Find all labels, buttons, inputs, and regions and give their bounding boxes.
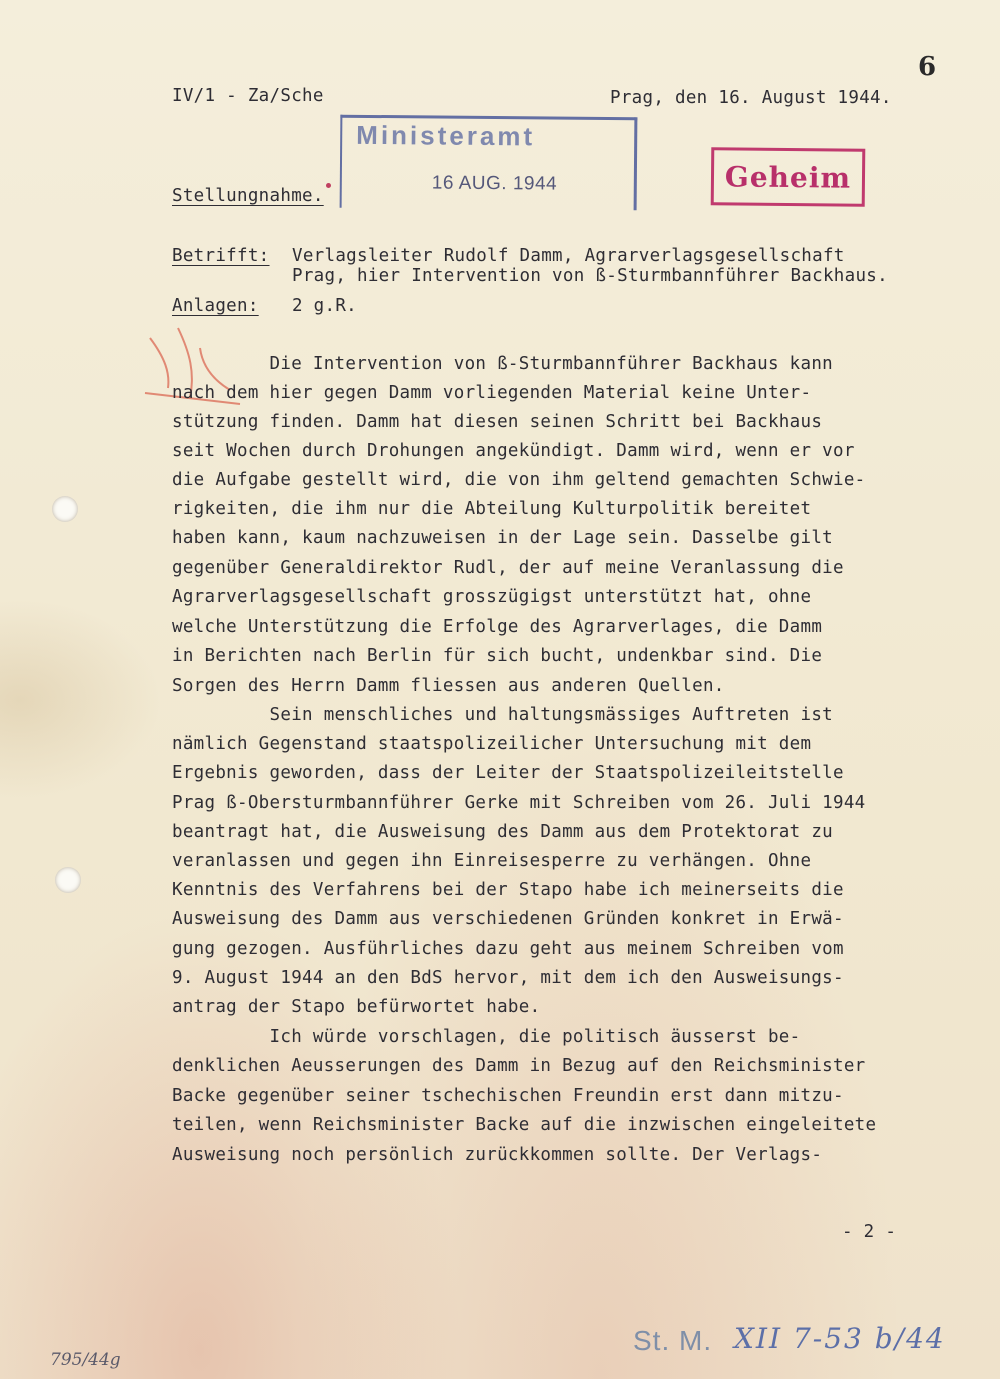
- geheim-stamp-text: Geheim: [724, 159, 852, 195]
- reference-code: IV/1 - Za/Sche: [172, 86, 324, 106]
- body-line: gung gezogen. Ausführliches dazu geht aus meinem Schreiben vom: [172, 939, 844, 959]
- body-line: rigkeiten, die ihm nur die Abteilung Kulturpolitik bereitet: [172, 499, 812, 519]
- betrifft-line: Verlagsleiter Rudolf Damm, Agrarverlagsgesellschaft: [292, 246, 845, 266]
- ministeramt-stamp-date: 16 AUG. 1944: [431, 172, 558, 195]
- body-line: Sein menschliches und haltungsmässiges Auftreten ist: [172, 705, 833, 725]
- body-line: welche Unterstützung die Erfolge des Agrarverlages, die Damm: [172, 617, 823, 637]
- body-line: Agrarverlagsgesellschaft grosszügigst unterstützt hat, ohne: [172, 587, 812, 607]
- body-line: Ausweisung des Damm aus verschiedenen Gründen konkret in Erwä-: [172, 909, 844, 929]
- body-line: Prag ß-Obersturmbannführer Gerke mit Schreiben vom 26. Juli 1944: [172, 793, 866, 813]
- place-date: Prag, den 16. August 1944.: [610, 88, 892, 108]
- punch-hole: [52, 496, 78, 522]
- body-line: in Berichten nach Berlin für sich bucht, undenkbar sind. Die: [172, 646, 823, 666]
- body-line: teilen, wenn Reichsminister Backe auf die inzwischen eingeleitete: [172, 1115, 877, 1135]
- body-line: Die Intervention von ß-Sturmbannführer Backhaus kann: [172, 354, 833, 374]
- betrifft-line: Prag, hier Intervention von ß-Sturmbannführer Backhaus.: [292, 266, 888, 286]
- body-line: nach dem hier gegen Damm vorliegenden Material keine Unter-: [172, 383, 812, 403]
- body-line: 9. August 1944 an den BdS hervor, mit dem ich den Ausweisungs-: [172, 968, 844, 988]
- geheim-stamp: [711, 147, 866, 207]
- archive-stamp: St. M.: [633, 1325, 713, 1356]
- body-line: haben kann, kaum nachzuweisen in der Lage sein. Dasselbe gilt: [172, 528, 833, 548]
- body-line: stützung finden. Damm hat diesen seinen Schritt bei Backhaus: [172, 412, 823, 432]
- red-pencil-dot: [326, 183, 331, 188]
- body-line: die Aufgabe gestellt wird, die von ihm geltend gemachten Schwie-: [172, 470, 866, 490]
- anlagen-value: 2 g.R.: [292, 296, 358, 316]
- body-line: Ausweisung noch persönlich zurückkommen sollte. Der Verlags-: [172, 1145, 823, 1165]
- body-line: Kenntnis des Verfahrens bei der Stapo habe ich meinerseits die: [172, 880, 844, 900]
- page-number: 6: [918, 52, 937, 82]
- body-line: seit Wochen durch Drohungen angekündigt. Damm wird, wenn er vor: [172, 441, 855, 461]
- body-line: antrag der Stapo befürwortet habe.: [172, 997, 541, 1017]
- body-line: denklichen Aeusserungen des Damm in Bezug auf den Reichsminister: [172, 1056, 866, 1076]
- body-line: nämlich Gegenstand staatspolizeilicher Untersuchung mit dem: [172, 734, 812, 754]
- body-line: Sorgen des Herrn Damm fliessen aus anderen Quellen.: [172, 676, 725, 696]
- anlagen-label: Anlagen:: [172, 296, 259, 316]
- corner-handwritten-number: 795/44g: [50, 1350, 121, 1370]
- body-line: veranlassen und gegen ihn Einreisesperre zu verhängen. Ohne: [172, 851, 812, 871]
- document-heading: Stellungnahme.: [172, 186, 324, 206]
- body-line: gegenüber Generaldirektor Rudl, der auf meine Veranlassung die: [172, 558, 844, 578]
- page-continuation: - 2 -: [842, 1222, 897, 1242]
- archive-handwritten-reference: XII 7-53 b/44: [734, 1322, 946, 1355]
- ministeramt-stamp: [340, 115, 638, 211]
- punch-hole: [55, 867, 81, 893]
- ministeramt-stamp-title: Ministeramt: [356, 119, 536, 152]
- betrifft-label: Betrifft:: [172, 246, 270, 266]
- body-line: Backe gegenüber seiner tschechischen Freundin erst dann mitzu-: [172, 1086, 844, 1106]
- body-line: beantragt hat, die Ausweisung des Damm aus dem Protektorat zu: [172, 822, 833, 842]
- body-line: Ergebnis geworden, dass der Leiter der Staatspolizeileitstelle: [172, 763, 844, 783]
- body-line: Ich würde vorschlagen, die politisch äusserst be-: [172, 1027, 801, 1047]
